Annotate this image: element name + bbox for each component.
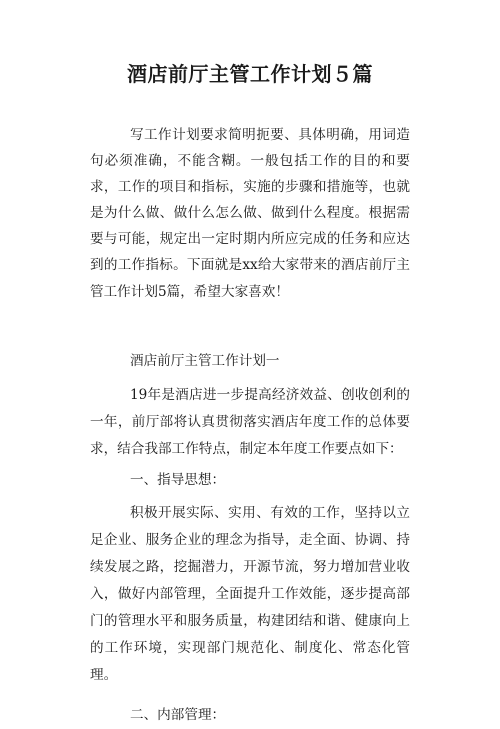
intro-paragraph: 写工作计划要求简明扼要、具体明确，用词造句必须准确，不能含糊。一般包括工作的目的和要求，工作的项目和指标，实施的步骤和措施等，也就是为什么做、做什么怎么做、做到什么程度。根据需要与可能，规定出一定时期内所应完成的任务和应达到的工作指标。下面就是xx给大家带来的酒店前厅主管工作计划5篇，希望大家喜欢！ <box>90 127 410 300</box>
heading-guiding-principle: 一、指导思想： <box>130 472 226 488</box>
body-paragraph-2: 积极开展实际、实用、有效的工作，坚持以立足企业、服务企业的理念为指导，走全面、协调、持续发展之路，挖掘潜力，开源节流，努力增加营业收入，做好内部管理，全面提升工作效能，逐步提高部门的管理水平和服务质量，构建团结和谐、健康向上的工作环境，实现部门规范化、制度化、常态化管理。 <box>90 505 410 683</box>
heading-internal-management: 二、内部管理： <box>130 707 226 723</box>
section-title: 酒店前厅主管工作计划一 <box>130 353 280 369</box>
body-paragraph-1: 19年是酒店进一步提高经济效益、创收创利的一年，前厅部将认真贯彻落实酒店年度工作的总体要求，结合我部工作特点，制定本年度工作要点如下： <box>90 387 410 457</box>
document-title: 酒店前厅主管工作计划５篇 <box>127 62 373 86</box>
plan-one-section <box>90 335 410 729</box>
